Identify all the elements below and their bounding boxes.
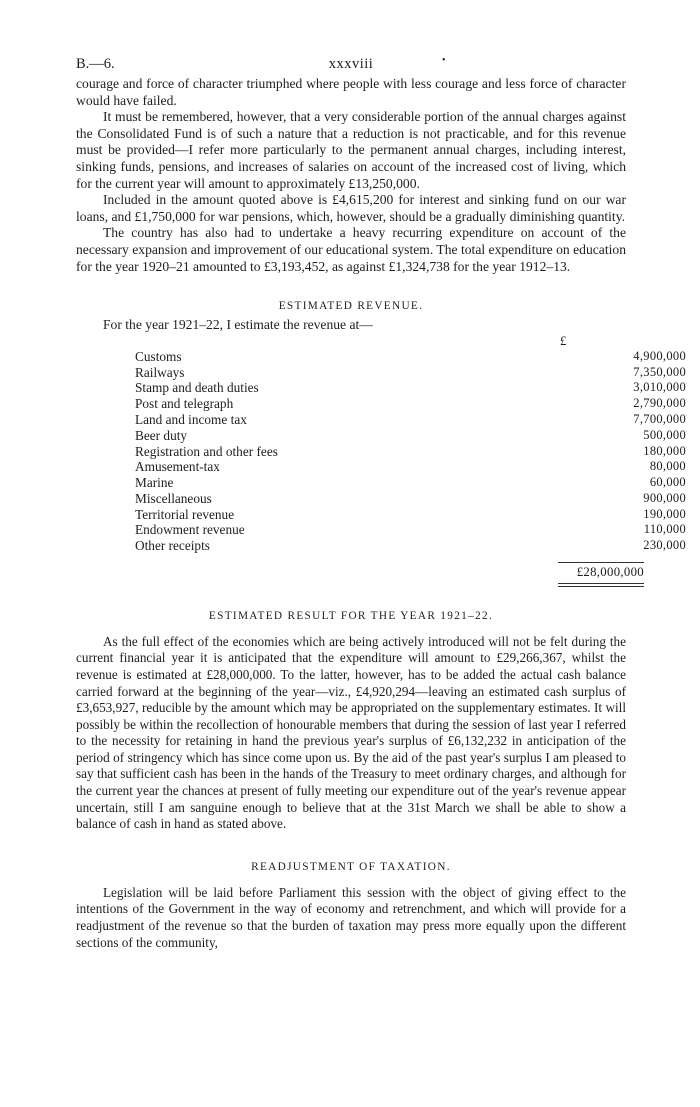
paragraph-war-loans: Included in the amount quoted above is £4,615,200 for interest and sinking fund on our war loans, and £1,750,000 for war pensions, which, however, should be a gradually diminishing quantity. [76, 192, 626, 224]
revenue-row [135, 490, 686, 507]
revenue-table [76, 333, 686, 596]
paragraph-education: The country has also had to undertake a heavy recurring expenditure on account of the necessary expansion and improvement of our educational system. The total expenditure on education for the year 1920–21 amounted to £3,193,452, as against £1,324,738 for the year 1912–13. [76, 225, 626, 274]
revenue-label: Stamp and death duties [135, 380, 259, 396]
total-rule-double-1 [558, 583, 644, 584]
heading-readjustment-of-taxation: READJUSTMENT OF TAXATION. [251, 860, 451, 873]
revenue-amount: 3,010,000 [633, 380, 686, 395]
revenue-amount: 500,000 [643, 427, 686, 442]
revenue-row [135, 459, 686, 475]
page-number: xxxviii [328, 56, 374, 72]
revenue-row [135, 538, 686, 554]
revenue-amount: 900,000 [643, 490, 686, 505]
revenue-label: Miscellaneous [135, 490, 212, 506]
revenue-row [135, 348, 686, 365]
revenue-row [135, 443, 686, 460]
revenue-row [135, 364, 686, 381]
revenue-label: Territorial revenue [135, 506, 235, 522]
revenue-amount: 110,000 [643, 522, 686, 537]
paragraph-taxation: Legislation will be laid before Parliament this session with the object of giving effect to the intentions of the Government in the way of economy and retrenchment, and which will provide for a readjustment of the revenue so that the burden of taxation may press more equally upon the different sections of the community, [76, 884, 626, 950]
revenue-amount: 180,000 [643, 443, 686, 458]
revenue-amount: 4,900,000 [633, 348, 686, 363]
revenue-row [135, 427, 686, 444]
revenue-total: £28,000,000 [576, 564, 644, 579]
revenue-label: Endowment revenue [135, 522, 245, 538]
revenue-intro: For the year 1921–22, I estimate the revenue at— [103, 317, 373, 333]
paragraph-annual-charges: It must be remembered, however, that a very considerable portion of the annual charges against the Consolidated Fund is of such a nature that a reduction is not practicable, and for this revenue must be provided—I refer more particularly to the permanent annual charges, including interest, sinking funds, pensions, and increases of salaries on account of the increased cost of living, which for the current year will amount to approximately £13,250,000. [76, 109, 626, 191]
page-header [76, 56, 626, 76]
parliamentary-paper-reference: B.—6. [76, 56, 115, 72]
currency-symbol: £ [560, 333, 567, 348]
revenue-label: Beer duty [135, 427, 188, 443]
revenue-row [135, 522, 686, 538]
heading-estimated-revenue: ESTIMATED REVENUE. [278, 300, 424, 313]
heading-estimated-result: ESTIMATED RESULT FOR THE YEAR 1921–22. [208, 609, 494, 622]
revenue-label: Registration and other fees [135, 443, 278, 459]
revenue-label: Customs [135, 348, 182, 364]
revenue-label: Railways [135, 364, 185, 380]
revenue-row [135, 396, 686, 412]
revenue-row [135, 411, 686, 428]
revenue-row [135, 506, 686, 523]
revenue-label: Post and telegraph [135, 396, 234, 412]
revenue-label: Land and income tax [135, 411, 247, 427]
revenue-amount: 7,350,000 [633, 364, 686, 379]
document-page [76, 55, 686, 951]
paragraph-continuation: courage and force of character triumphed where people with less courage and less force of character would have failed. [76, 76, 626, 108]
revenue-label: Marine [135, 475, 174, 491]
total-rule-double-2 [558, 586, 644, 587]
revenue-amount: 2,790,000 [633, 396, 686, 411]
revenue-label: Amusement-tax [135, 459, 220, 475]
revenue-label: Other receipts [135, 538, 210, 554]
printer-mark: • [442, 55, 446, 66]
revenue-amount: 190,000 [643, 506, 686, 521]
revenue-amount: 7,700,000 [633, 411, 686, 426]
revenue-row [135, 380, 686, 396]
revenue-amount: 230,000 [643, 538, 686, 553]
total-rule-top [558, 562, 644, 563]
revenue-amount: 80,000 [649, 459, 686, 474]
paragraph-estimated-result: As the full effect of the economies which are being actively introduced will not be felt during the current financial year it is anticipated that the expenditure will amount to £29,266,367, whilst the revenue is estimated at £28,000,000. To the latter, however, has to be added the actual cash balance carried forward at the beginning of the year—viz., £4,920,294—leaving an estimated cash surplus of £3,653,927, reducible by the amount which may be appropriated on the supplementary estimates. It will possibly be within the recollection of honourable members that during the session of last year I referred to the necessity for retaining in hand the previous year's surplus of £6,132,232 in anticipation of the period of stringency which has since come upon us. By the aid of the past year's surplus I am pleased to say that sufficient cash has been in the hands of the Treasury to meet ordinary charges, and although for the current year the chances at present of fully meeting our expenditure out of the year's revenue appear uncertain, still I am sanguine enough to believe that at the 31st March we shall be able to show a balance of cash in hand as stated above. [76, 633, 626, 832]
revenue-amount: 60,000 [649, 475, 686, 490]
revenue-row [135, 475, 686, 491]
